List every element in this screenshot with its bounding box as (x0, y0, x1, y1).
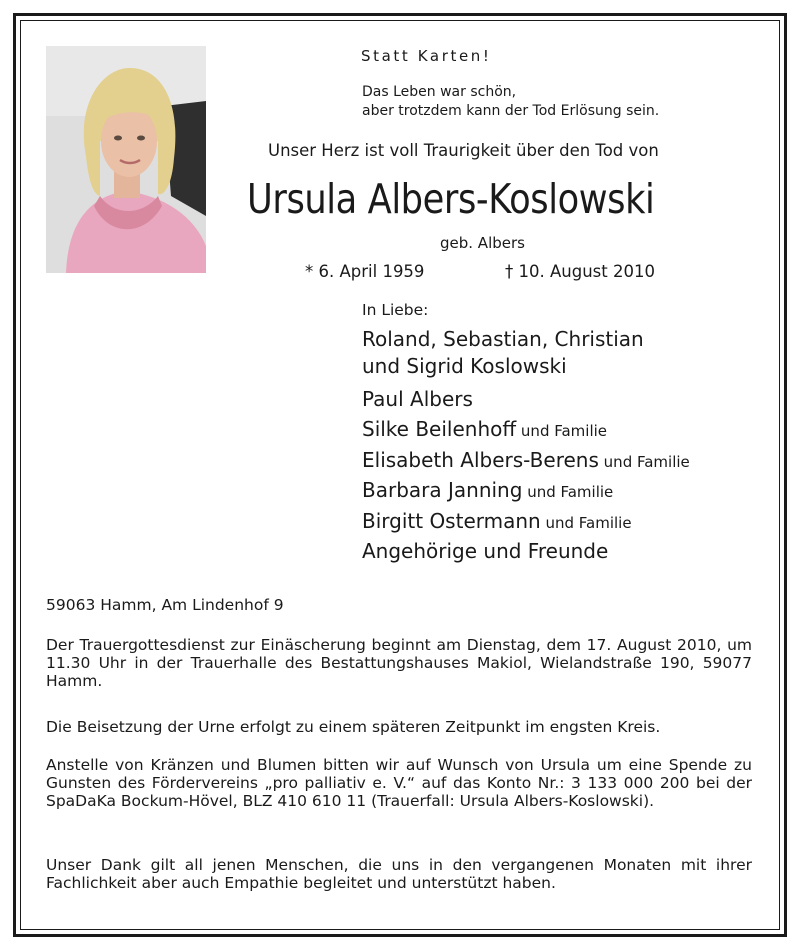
motto-line-2: aber trotzdem kann der Tod Erlösung sein. (362, 103, 660, 119)
mourner-line (362, 478, 613, 502)
mourner-suffix: und Familie (516, 422, 608, 440)
mourner-name: Silke Beilenhoff (362, 417, 517, 441)
mourner-name: Elisabeth Albers-Berens (362, 448, 599, 472)
mourner-suffix: und Familie (598, 453, 690, 471)
funeral-service-paragraph: Der Trauergottesdienst zur Einäscherung beginnt am Dienstag, dem 17. August 2010, um 11.30 Uhr in der Trauerhalle des Bestattungshauses Makiol, Wielandstraße 190, 59077 Hamm. (46, 636, 752, 690)
mourner-line (362, 448, 690, 472)
intro-heading: Statt Karten! (361, 47, 492, 65)
in-love-label: In Liebe: (362, 301, 429, 319)
heart-line: Unser Herz ist voll Traurigkeit über den Tod von (268, 141, 659, 160)
birth-date: * 6. April 1959 (305, 262, 425, 281)
mourner-line (362, 387, 473, 411)
thanks-paragraph: Unser Dank gilt all jenen Menschen, die uns in den vergangenen Monaten mit ihrer Fachlichkeit aber auch Empathie begleitet und unterstützt haben. (46, 856, 752, 892)
mourner-name: Roland, Sebastian, Christian (362, 327, 644, 351)
mourner-name: Barbara Janning (362, 478, 523, 502)
portrait-photo (46, 46, 206, 273)
mourner-name: Paul Albers (362, 387, 473, 411)
birth-name: geb. Albers (440, 234, 525, 252)
motto-line-1: Das Leben war schön, (362, 84, 517, 100)
burial-paragraph: Die Beisetzung der Urne erfolgt zu einem späteren Zeitpunkt im engsten Kreis. (46, 718, 661, 736)
mourner-line (362, 539, 608, 563)
address-line: 59063 Hamm, Am Lindenhof 9 (46, 596, 284, 614)
mourner-name: und Sigrid Koslowski (362, 354, 567, 378)
mourner-suffix: und Familie (522, 483, 614, 501)
mourner-name: Birgitt Ostermann (362, 509, 541, 533)
death-date: † 10. August 2010 (505, 262, 655, 281)
mourner-name: Angehörige und Freunde (362, 539, 609, 563)
donation-paragraph: Anstelle von Kränzen und Blumen bitten wir auf Wunsch von Ursula um eine Spende zu Gunsten des Fördervereins „pro palliativ e. V.“ auf das Konto Nr.: 3 133 000 200 bei der SpaDaKa Bockum-Hövel, BLZ 410 610 11 (Trauerfall: Ursula Albers-Koslowski). (46, 756, 752, 810)
mourner-line (362, 354, 567, 378)
deceased-name: Ursula Albers-Koslowski (247, 175, 655, 223)
mourner-suffix: und Familie (540, 514, 632, 532)
mourner-line (362, 509, 632, 533)
mourner-line (362, 327, 644, 351)
mourner-line (362, 417, 607, 441)
